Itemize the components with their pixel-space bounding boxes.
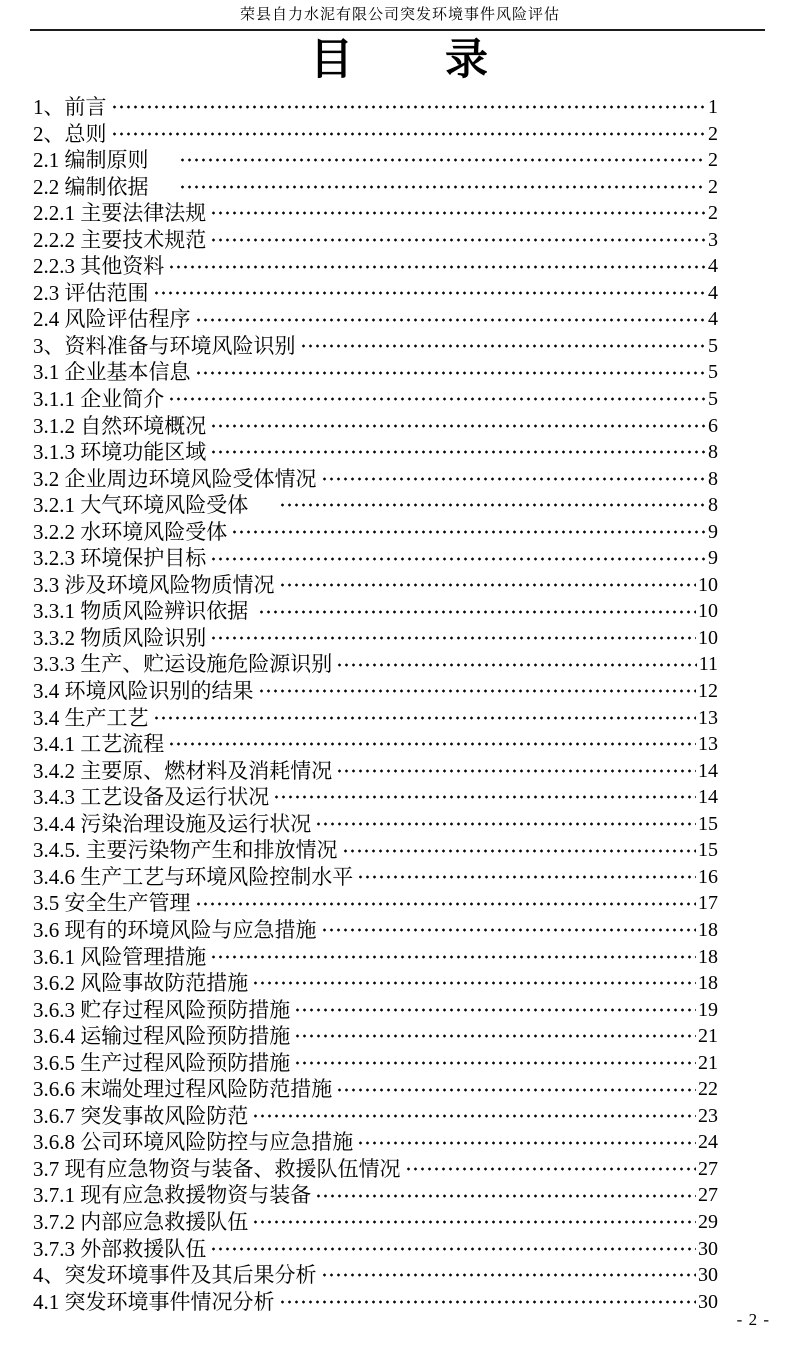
toc-entry-label: 3.5 安全生产管理 xyxy=(33,891,191,916)
toc-entry[interactable] xyxy=(33,413,718,440)
toc-entry-page-number: 2 xyxy=(708,149,718,172)
toc-leader-dots xyxy=(209,235,706,245)
toc-entry-page-number: 3 xyxy=(708,228,718,251)
toc-leader-dots xyxy=(272,792,696,802)
toc-entry-page-number: 18 xyxy=(698,945,718,968)
toc-entry-page-number: 13 xyxy=(698,706,718,729)
toc-entry-page-number: 30 xyxy=(698,1237,718,1260)
toc-entry-page-number: 23 xyxy=(698,1104,718,1127)
toc-leader-dots xyxy=(110,129,707,139)
toc-entry-label: 4.1 突发环境事件情况分析 xyxy=(33,1289,275,1314)
toc-entry-label: 3.6.1 风险管理措施 xyxy=(33,944,207,969)
toc-entry-page-number: 15 xyxy=(698,812,718,835)
toc-entry[interactable] xyxy=(33,280,718,307)
toc-entry[interactable] xyxy=(33,705,718,732)
toc-entry[interactable] xyxy=(33,1076,718,1103)
toc-entry-label: 3.1.3 环境功能区域 xyxy=(33,440,207,465)
toc-entry-page-number: 17 xyxy=(698,892,718,915)
toc-entry[interactable] xyxy=(33,174,718,201)
page-title: 目 录 xyxy=(310,37,490,84)
toc-entry[interactable] xyxy=(33,359,718,386)
toc-entry-label: 3.7 现有应急物资与装备、救援队伍情况 xyxy=(33,1156,401,1181)
toc-entry-label: 3.6.7 突发事故风险防范 xyxy=(33,1103,249,1128)
toc-leader-dots xyxy=(230,527,706,537)
toc-entry-label: 3.2 企业周边环境风险受体情况 xyxy=(33,466,317,491)
toc-entry[interactable] xyxy=(33,200,718,227)
toc-entry-label: 3、资料准备与环境风险识别 xyxy=(33,333,296,358)
toc-leader-dots xyxy=(209,447,706,457)
toc-leader-dots xyxy=(341,846,697,856)
toc-entry[interactable] xyxy=(33,811,718,838)
toc-entry[interactable] xyxy=(33,1182,718,1209)
toc-entry[interactable] xyxy=(33,758,718,785)
toc-entry-page-number: 4 xyxy=(708,308,718,331)
toc-entry-page-number: 10 xyxy=(698,600,718,623)
toc-entry-label: 3.3.1 物质风险辨识依据 xyxy=(33,599,254,624)
toc-entry-label: 1、前言 xyxy=(33,95,107,119)
toc-entry[interactable] xyxy=(33,1236,718,1263)
toc-entry-page-number: 10 xyxy=(698,626,718,649)
toc-entry-label: 3.6.3 贮存过程风险预防措施 xyxy=(33,997,291,1022)
toc-entry-page-number: 8 xyxy=(708,494,718,517)
toc-entry-page-number: 5 xyxy=(708,388,718,411)
toc-entry-label: 3.6.4 运输过程风险预防措施 xyxy=(33,1024,291,1049)
toc-entry-page-number: 15 xyxy=(698,839,718,862)
toc-entry-label: 2.2.3 其他资料 xyxy=(33,254,165,279)
toc-entry-page-number: 21 xyxy=(698,1025,718,1048)
toc-leader-dots xyxy=(314,1191,696,1201)
toc-leader-dots xyxy=(194,368,707,378)
toc-entry-page-number: 2 xyxy=(708,175,718,198)
toc-entry-page-number: 30 xyxy=(698,1264,718,1287)
toc-leader-dots xyxy=(209,208,706,218)
toc-entry-label: 3.1.1 企业简介 xyxy=(33,387,165,412)
toc-entry-label: 3.3 涉及环境风险物质情况 xyxy=(33,572,275,597)
toc-entry[interactable] xyxy=(33,492,718,519)
toc-entry[interactable] xyxy=(33,94,718,121)
toc-entry[interactable] xyxy=(33,333,718,360)
toc-entry[interactable] xyxy=(33,1262,718,1289)
toc-entry-label: 3.6 现有的环境风险与应急措施 xyxy=(33,917,317,942)
toc-leader-dots xyxy=(209,1244,696,1254)
toc-entry-label: 3.1 企业基本信息 xyxy=(33,360,191,385)
toc-entry[interactable] xyxy=(33,598,718,625)
toc-entry-label: 3.6.8 公司环境风险防控与应急措施 xyxy=(33,1130,354,1155)
toc-entry-label: 3.4.2 主要原、燃材料及消耗情况 xyxy=(33,758,333,783)
toc-entry-label: 4、突发环境事件及其后果分析 xyxy=(33,1263,317,1288)
toc-leader-dots xyxy=(152,713,697,723)
toc-leader-dots xyxy=(251,978,696,988)
toc-leader-dots xyxy=(251,1111,696,1121)
toc-leader-dots xyxy=(320,925,697,935)
toc-entry-page-number: 27 xyxy=(698,1184,718,1207)
toc-entry[interactable] xyxy=(33,970,718,997)
toc-leader-dots xyxy=(278,1297,697,1307)
toc-entry[interactable] xyxy=(33,890,718,917)
toc-entry-page-number: 29 xyxy=(698,1210,718,1233)
toc-entry-page-number: 14 xyxy=(698,759,718,782)
toc-leader-dots xyxy=(293,1031,696,1041)
toc-entry-label: 3.2.1 大气环境风险受体 xyxy=(33,493,275,518)
toc-entry[interactable] xyxy=(33,439,718,466)
page-header-title: 荣县自力水泥有限公司突发环境事件风险评估 xyxy=(239,7,560,23)
toc-entry[interactable] xyxy=(33,784,718,811)
toc-entry-page-number: 19 xyxy=(698,998,718,1021)
footer-page-number: - 2 - xyxy=(736,1310,770,1329)
toc-entry[interactable] xyxy=(33,1023,718,1050)
toc-leader-dots xyxy=(178,182,706,192)
toc-entry-label: 2.4 风险评估程序 xyxy=(33,307,191,332)
toc-leader-dots xyxy=(278,580,697,590)
header-rule-divider xyxy=(30,29,765,31)
toc-entry-page-number: 14 xyxy=(698,786,718,809)
toc-entry[interactable] xyxy=(33,519,718,546)
toc-entry[interactable] xyxy=(33,917,718,944)
toc-leader-dots xyxy=(335,660,696,670)
toc-leader-dots xyxy=(251,1217,696,1227)
toc-entry-page-number: 6 xyxy=(708,414,718,437)
toc-leader-dots xyxy=(209,633,696,643)
toc-entry-label: 2.2.1 主要法律法规 xyxy=(33,201,207,226)
toc-entry-page-number: 18 xyxy=(698,918,718,941)
toc-entry-label: 3.7.1 现有应急救援物资与装备 xyxy=(33,1183,312,1208)
toc-entry-label: 3.6.6 末端处理过程风险防范措施 xyxy=(33,1077,333,1102)
toc-entry[interactable] xyxy=(33,121,718,148)
toc-entry-label: 3.4 生产工艺 xyxy=(33,705,149,730)
toc-entry-page-number: 5 xyxy=(708,334,718,357)
toc-entry-label: 3.4.5. 主要污染物产生和排放情况 xyxy=(33,838,338,863)
toc-leader-dots xyxy=(335,1085,696,1095)
toc-leader-dots xyxy=(209,421,706,431)
toc-entry[interactable] xyxy=(33,944,718,971)
toc-entry-label: 3.6.2 风险事故防范措施 xyxy=(33,971,249,996)
toc-leader-dots xyxy=(257,686,697,696)
toc-entry-page-number: 18 xyxy=(698,972,718,995)
toc-entry[interactable] xyxy=(33,1209,718,1236)
toc-leader-dots xyxy=(335,766,696,776)
toc-entry-label: 3.3.2 物质风险识别 xyxy=(33,625,207,650)
toc-entry-page-number: 9 xyxy=(708,547,718,570)
toc-entry-label: 2.2.2 主要技术规范 xyxy=(33,227,207,252)
toc-leader-dots xyxy=(152,288,707,298)
toc-entry-label: 3.4.1 工艺流程 xyxy=(33,732,165,757)
toc-leader-dots xyxy=(209,952,696,962)
toc-entry[interactable] xyxy=(33,864,718,891)
toc-entry[interactable] xyxy=(33,1289,718,1316)
toc-leader-dots xyxy=(404,1164,697,1174)
toc-entry-page-number: 12 xyxy=(698,680,718,703)
toc-entry[interactable] xyxy=(33,1129,718,1156)
toc-entry-page-number: 4 xyxy=(708,281,718,304)
toc-entry-page-number: 8 xyxy=(708,441,718,464)
toc-entry-label: 2.3 评估范围 xyxy=(33,280,149,305)
toc-list xyxy=(33,94,718,1315)
toc-entry[interactable] xyxy=(33,678,718,705)
toc-entry-page-number: 10 xyxy=(698,573,718,596)
toc-entry[interactable] xyxy=(33,651,718,678)
toc-entry-label: 3.2.2 水环境风险受体 xyxy=(33,519,228,544)
toc-leader-dots xyxy=(194,315,707,325)
toc-entry-label: 3.6.5 生产过程风险预防措施 xyxy=(33,1050,291,1075)
toc-entry-page-number: 24 xyxy=(698,1131,718,1154)
toc-leader-dots xyxy=(167,739,696,749)
toc-entry[interactable] xyxy=(33,466,718,493)
toc-entry-page-number: 13 xyxy=(698,733,718,756)
toc-entry-label: 2.1 编制原则 xyxy=(33,148,175,173)
toc-entry-page-number: 27 xyxy=(698,1157,718,1180)
toc-leader-dots xyxy=(293,1005,696,1015)
toc-leader-dots xyxy=(293,1058,696,1068)
toc-entry[interactable] xyxy=(33,997,718,1024)
toc-leader-dots xyxy=(194,899,697,909)
toc-entry-page-number: 9 xyxy=(708,520,718,543)
toc-entry[interactable] xyxy=(33,1103,718,1130)
toc-entry[interactable] xyxy=(33,227,718,254)
toc-leader-dots xyxy=(167,262,706,272)
toc-entry-label: 3.4 环境风险识别的结果 xyxy=(33,679,254,704)
toc-leader-dots xyxy=(278,500,707,510)
toc-entry[interactable] xyxy=(33,1156,718,1183)
toc-entry[interactable] xyxy=(33,572,718,599)
toc-entry-page-number: 16 xyxy=(698,865,718,888)
toc-leader-dots xyxy=(356,872,696,882)
toc-leader-dots xyxy=(320,474,707,484)
toc-entry-page-number: 22 xyxy=(698,1078,718,1101)
toc-entry-label: 2、总则 xyxy=(33,121,107,146)
toc-entry[interactable] xyxy=(33,545,718,572)
toc-entry-label: 3.2.3 环境保护目标 xyxy=(33,546,207,571)
toc-entry-page-number: 30 xyxy=(698,1290,718,1313)
toc-entry-page-number: 8 xyxy=(708,467,718,490)
toc-entry[interactable] xyxy=(33,253,718,280)
toc-entry[interactable] xyxy=(33,386,718,413)
toc-entry-label: 3.7.3 外部救援队伍 xyxy=(33,1236,207,1261)
toc-leader-dots xyxy=(178,155,706,165)
toc-entry-page-number: 21 xyxy=(698,1051,718,1074)
toc-leader-dots xyxy=(209,554,706,564)
toc-entry[interactable] xyxy=(33,147,718,174)
toc-entry[interactable] xyxy=(33,837,718,864)
toc-entry-label: 3.1.2 自然环境概况 xyxy=(33,413,207,438)
toc-entry-label: 3.4.4 污染治理设施及运行状况 xyxy=(33,811,312,836)
toc-entry-page-number: 11 xyxy=(698,653,718,676)
toc-entry[interactable] xyxy=(33,625,718,652)
toc-entry-page-number: 2 xyxy=(708,122,718,145)
toc-entry-page-number: 4 xyxy=(708,255,718,278)
toc-entry-label: 3.4.3 工艺设备及运行状况 xyxy=(33,785,270,810)
toc-entry-label: 3.3.3 生产、贮运设施危险源识别 xyxy=(33,652,333,677)
toc-leader-dots xyxy=(110,102,707,112)
toc-leader-dots xyxy=(320,1270,697,1280)
toc-entry-label: 3.4.6 生产工艺与环境风险控制水平 xyxy=(33,864,354,889)
toc-leader-dots xyxy=(167,394,706,404)
toc-leader-dots xyxy=(356,1138,696,1148)
toc-leader-dots xyxy=(299,341,707,351)
toc-entry[interactable] xyxy=(33,306,718,333)
toc-leader-dots xyxy=(257,607,697,617)
toc-entry-page-number: 2 xyxy=(708,202,718,225)
toc-entry-page-number: 1 xyxy=(708,96,718,118)
toc-entry-page-number: 5 xyxy=(708,361,718,384)
toc-entry[interactable] xyxy=(33,1050,718,1077)
toc-entry[interactable] xyxy=(33,731,718,758)
toc-entry-label: 2.2 编制依据 xyxy=(33,174,175,199)
toc-entry-label: 3.7.2 内部应急救援队伍 xyxy=(33,1209,249,1234)
toc-leader-dots xyxy=(314,819,696,829)
